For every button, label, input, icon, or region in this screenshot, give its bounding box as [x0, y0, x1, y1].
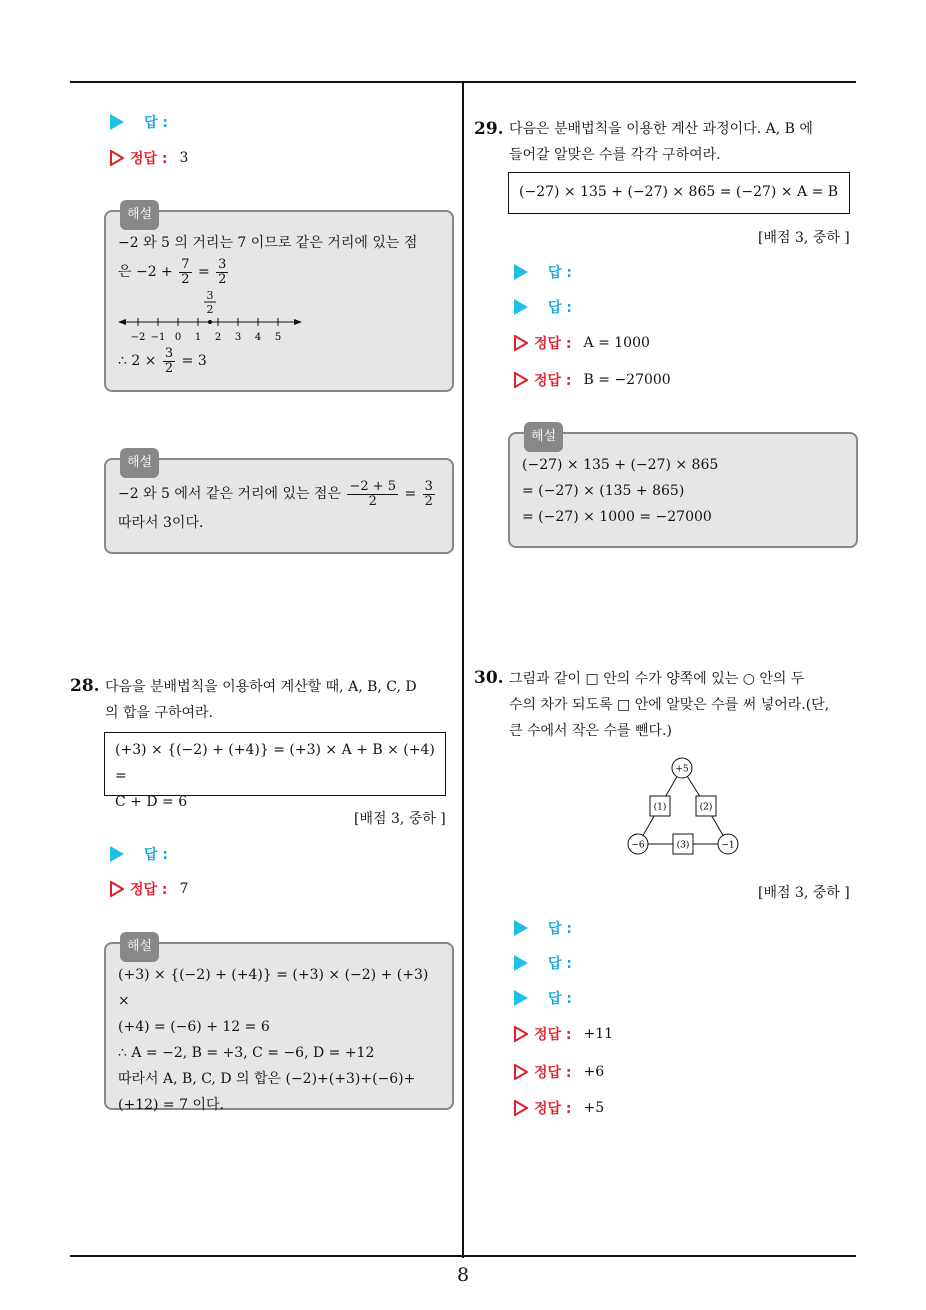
outline-triangle-icon [514, 335, 528, 351]
column-divider [462, 82, 464, 1258]
correct-answer-row [514, 370, 671, 390]
solution-line: ∴ A = −2, B = +3, C = −6, D = +12 [118, 1045, 375, 1061]
solution-line: −2 와 5 의 거리는 7 이므로 같은 거리에 있는 점 [118, 235, 418, 251]
arrow-left-icon [118, 319, 126, 325]
number-line [118, 288, 318, 346]
outline-triangle-icon [514, 1100, 528, 1116]
equals-sign: = [197, 264, 210, 280]
number-line-tick-label: 1 [194, 332, 202, 343]
solution-text: 은 −2 + [118, 264, 173, 280]
correct-value: +5 [583, 1100, 605, 1116]
number-line-tick-label: 2 [214, 332, 222, 343]
solution-text: −2 와 5 에서 같은 거리에 있는 점은 [118, 486, 341, 502]
correct-answer-row [110, 879, 188, 899]
question-number: 29. [474, 119, 504, 139]
solution-text: ∴ 2 × [118, 353, 157, 369]
circle-value-right: −1 [721, 840, 735, 851]
numerator: 3 [424, 478, 433, 494]
solution-line: (+4) = (−6) + 12 = 6 [118, 1019, 270, 1035]
numerator: 7 [181, 256, 190, 272]
play-triangle-icon [514, 920, 528, 936]
play-triangle-icon [514, 990, 528, 1006]
box-label-3: (3) [676, 840, 690, 851]
correct-label: 정답 : [534, 373, 572, 389]
denominator: 2 [164, 360, 174, 376]
play-triangle-icon [514, 264, 528, 280]
outline-triangle-icon [110, 881, 124, 897]
correct-value: +6 [583, 1064, 605, 1080]
denominator: 2 [368, 493, 377, 509]
solution-line: (+12) = 7 이다. [118, 1097, 224, 1113]
correct-value: B = −27000 [583, 372, 671, 388]
fraction [423, 480, 435, 509]
correct-label: 정답 : [534, 1101, 572, 1117]
solution-line: 따라서 3이다. [118, 515, 204, 531]
denominator: 2 [424, 493, 433, 509]
equation-line: (+3) × {(−2) + (+4)} = (+3) × A + B × (+4) = [115, 742, 435, 784]
solution-text: = 3 [181, 353, 207, 369]
number-line-tick-label: 3 [234, 332, 242, 343]
correct-label: 정답 : [130, 151, 168, 167]
question-line: 수의 차가 되도록 □ 안에 알맞은 수를 써 넣어라.(단, [509, 697, 830, 713]
correct-answer-row [514, 333, 650, 353]
circle-value-top: +5 [675, 764, 689, 775]
score-label: [배점 3, 중하 ] [758, 885, 850, 901]
correct-value: 3 [179, 150, 189, 166]
circle-value-left: −6 [631, 840, 645, 851]
solution-line [118, 478, 440, 510]
equation-box [104, 732, 446, 810]
denominator: 2 [218, 271, 227, 287]
question-line: 큰 수에서 작은 수를 뺀다.) [509, 723, 672, 739]
correct-answer-row [110, 148, 188, 168]
equation-line: C + D = 6 [115, 794, 188, 810]
answer-row [514, 918, 572, 938]
question-line: 의 합을 구하여라. [105, 705, 214, 721]
page-number: 8 [456, 1264, 470, 1286]
answer-row [110, 844, 168, 864]
play-triangle-icon [514, 299, 528, 315]
solution-line: (+3) × {(−2) + (+4)} = (+3) × (−2) + (+3) × [118, 967, 429, 1009]
outline-triangle-icon [514, 372, 528, 388]
outline-triangle-icon [514, 1026, 528, 1042]
fraction [347, 480, 398, 509]
score-label: [배점 3, 중하 ] [354, 811, 446, 827]
solution-tag: 해설 [120, 200, 159, 230]
solution-line: = (−27) × 1000 = −27000 [522, 509, 712, 525]
solution-line: (−27) × 135 + (−27) × 865 [522, 457, 719, 473]
correct-answer-row [514, 1098, 604, 1118]
solution-tag: 해설 [524, 422, 563, 452]
outline-triangle-icon [514, 1064, 528, 1080]
number-line-tick-label: 5 [274, 332, 282, 343]
question-line: 다음은 분배법칙을 이용한 계산 과정이다. A, B 에 [509, 121, 813, 137]
answer-label: 답 : [144, 847, 168, 863]
number-line-tick-label: 0 [174, 332, 182, 343]
correct-value: 7 [179, 881, 189, 897]
box-label-1: (1) [653, 802, 667, 813]
arrow-right-icon [294, 319, 302, 325]
question-number: 30. [474, 668, 504, 688]
number-line-tick-label: −2 [130, 332, 146, 343]
answer-label: 답 : [548, 956, 572, 972]
play-triangle-icon [514, 955, 528, 971]
number-line-mark-num: 3 [206, 289, 214, 302]
correct-value: A = 1000 [583, 335, 650, 351]
numerator: −2 + 5 [349, 478, 397, 494]
answer-row [514, 297, 572, 317]
correct-label: 정답 : [534, 1065, 572, 1081]
correct-value: +11 [583, 1026, 614, 1042]
equals-sign: = [404, 486, 417, 502]
correct-label: 정답 : [534, 1027, 572, 1043]
equation-line: (−27) × 135 + (−27) × 865 = (−27) × A = B [519, 184, 839, 200]
numerator: 3 [164, 345, 174, 361]
correct-answer-row [514, 1024, 613, 1044]
score-label: [배점 3, 중하 ] [758, 230, 850, 246]
play-triangle-icon [110, 114, 124, 130]
number-line-tick-label: 4 [254, 332, 262, 343]
solution-box [508, 429, 858, 548]
answer-label: 답 : [144, 115, 168, 131]
fraction [163, 347, 175, 376]
question-text [105, 674, 460, 726]
answer-label: 답 : [548, 300, 572, 316]
solution-tag: 해설 [120, 448, 159, 478]
answer-row [514, 988, 572, 1008]
question-line: 그림과 같이 □ 안의 수가 양쪽에 있는 ○ 안의 두 [509, 671, 805, 687]
solution-box [104, 455, 454, 554]
number-line-mark-den: 2 [206, 303, 214, 316]
solution-tag: 해설 [120, 932, 159, 962]
answer-row [514, 953, 572, 973]
correct-answer-row [514, 1062, 604, 1082]
question-text [509, 666, 864, 744]
answer-row [514, 262, 572, 282]
midpoint-dot [208, 320, 212, 324]
question-line: 다음을 분배법칙을 이용하여 계산할 때, A, B, C, D [105, 679, 417, 695]
fraction [216, 258, 228, 287]
outline-triangle-icon [110, 150, 124, 166]
numerator: 3 [218, 256, 227, 272]
box-label-2: (2) [699, 802, 713, 813]
correct-label: 정답 : [130, 882, 168, 898]
answer-label: 답 : [548, 991, 572, 1007]
question-number: 28. [70, 676, 100, 696]
solution-line: = (−27) × (135 + 865) [522, 483, 685, 499]
solution-line: 따라서 A, B, C, D 의 합은 (−2)+(+3)+(−6)+ [118, 1071, 416, 1087]
solution-line [118, 256, 440, 288]
number-triangle-diagram [620, 756, 744, 860]
solution-box [104, 207, 454, 392]
answer-label: 답 : [548, 921, 572, 937]
equation-box [508, 172, 850, 214]
play-triangle-icon [110, 846, 124, 862]
answer-row [110, 112, 168, 132]
question-text [509, 116, 859, 168]
question-line: 들어갈 알맞은 수를 각각 구하여라. [509, 147, 721, 163]
number-line-tick-label: −1 [150, 332, 166, 343]
denominator: 2 [181, 271, 190, 287]
solution-line [118, 346, 440, 376]
solution-box [104, 939, 454, 1113]
correct-label: 정답 : [534, 336, 572, 352]
answer-label: 답 : [548, 265, 572, 281]
fraction [179, 258, 191, 287]
